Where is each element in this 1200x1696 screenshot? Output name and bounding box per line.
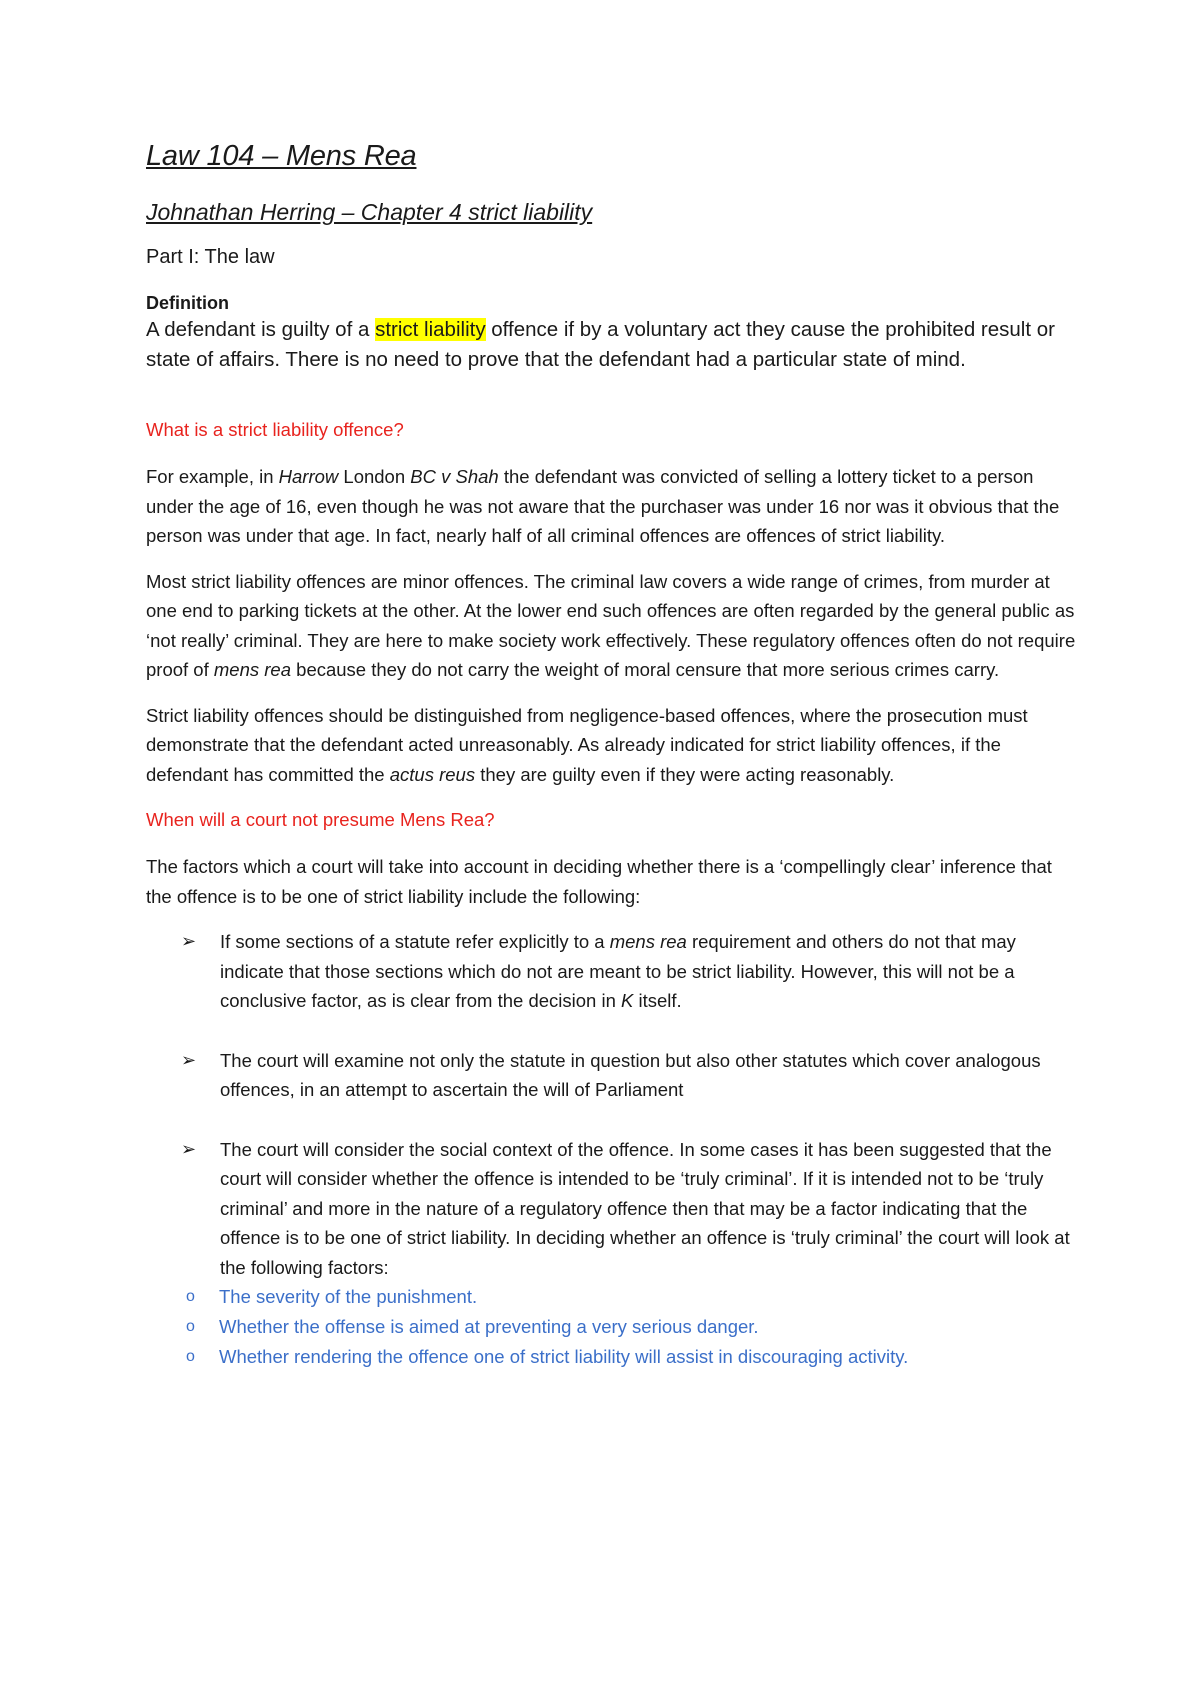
paragraph-negligence [146,701,1076,790]
case-name: BC v Shah [410,466,499,487]
definition-text [146,315,1076,375]
definition-text-start: A defendant is guilty of a [146,318,376,341]
list-item-text: requirement and others do not that may indicate that those sections which do not are meant to be strict liability. However, this will not be a conclusive factor, as is clear from the decision in [220,931,1016,1011]
arrow-bullet-icon: ➢ [181,931,197,951]
sub-list-item-text: Whether rendering the offence one of strict liability will assist in discouraging activity. [219,1346,909,1367]
paragraph-minor-offences [146,567,1076,685]
document-subtitle: Johnathan Herring – Chapter 4 strict liability [146,199,593,225]
paragraph-text: they are guilty even if they were acting reasonably. [475,763,895,785]
list-item-text: itself. [633,990,682,1011]
paragraph-text: London [338,466,411,487]
list-item [146,1135,1076,1373]
document-body [146,140,1076,1402]
sub-list-item [146,1342,1076,1372]
arrow-bullet-icon: ➢ [181,1138,197,1159]
section-heading-strict-liability: What is a strict liability offence? [146,419,404,440]
latin-term: mens rea [213,659,292,680]
list-item-text: The court will consider the social context of the offence. In some cases it has been suggested that the court will consider whether the offence is intended to be ‘truly criminal’. If it is intended not to be ‘truly criminal’ and more in the nature of a regulatory offence then that may be a factor indicating that the offence is to be one of strict liability. In deciding whether an offence is ‘truly criminal’ the court will look at the following factors: [220,1138,1070,1278]
sub-list-item-text: Whether the offense is aimed at preventing a very serious danger. [219,1316,759,1337]
list-item [146,927,1076,1016]
paragraph-text: Strict liability offences should be distinguished from negligence-based offences, where the prosecution must demonstrate that the defendant acted unreasonably. As already indicated for strict liability offences, if the defendant has committed the [146,704,1028,785]
part-heading: Part I: The law [146,246,275,268]
sub-list-item [146,1282,1076,1312]
document-title: Law 104 – Mens Rea [146,140,417,172]
factors-list [146,927,1076,1372]
case-name: K [621,990,634,1011]
paragraph-text: the defendant was convicted of selling a lottery ticket to a person under the age of 16, even though he was not aware that the purchaser was under 16 nor was it obvious that the person was under that age. In fact, nearly half of all criminal offences are offences of strict liability. [146,466,1060,546]
definition-heading: Definition [146,293,229,313]
circle-bullet-icon: o [186,1288,195,1305]
circle-bullet-icon: o [186,1318,195,1335]
highlighted-term: strict liability [375,318,486,341]
paragraph-text: because they do not carry the weight of moral censure that more serious crimes carry. [291,659,1000,680]
sub-list-item [146,1312,1076,1342]
list-item-text: If some sections of a statute refer explicitly to a [220,931,610,952]
sub-list-item-text: The severity of the punishment. [219,1286,478,1307]
list-item [146,1046,1076,1105]
latin-term: actus reus [389,763,476,785]
list-item-text: The court will examine not only the statute in question but also other statutes which cover analogous offences, in an attempt to ascertain the will of Parliament [220,1049,1041,1100]
sub-list-wrapper [146,1282,1076,1372]
latin-term: mens rea [609,931,687,952]
paragraph-text: Most strict liability offences are minor offences. The criminal law covers a wide range of crimes, from murder at one end to parking tickets at the other. At the lower end such offences are often regarded by the general public as ‘not really’ criminal. They are here to make society work effectively. These regulatory offences often do not require proof of [146,570,1076,680]
paragraph-factors-intro: The factors which a court will take into account in deciding whether there is a ‘compellingly clear’ inference that the offence is to be one of strict liability include the following: [146,856,1052,907]
circle-bullet-icon: o [186,1348,195,1365]
definition-text-end: offence if by a voluntary act they cause the prohibited result or state of affairs. There is no need to prove that the defendant had a particular state of mind. [146,318,1055,371]
paragraph-text: For example, in [146,466,279,487]
case-name: Harrow [278,466,339,487]
truly-criminal-factors-list [146,1282,1076,1372]
section-heading-mens-rea: When will a court not presume Mens Rea? [146,809,495,830]
paragraph-example [146,462,1076,551]
arrow-bullet-icon: ➢ [181,1049,197,1070]
